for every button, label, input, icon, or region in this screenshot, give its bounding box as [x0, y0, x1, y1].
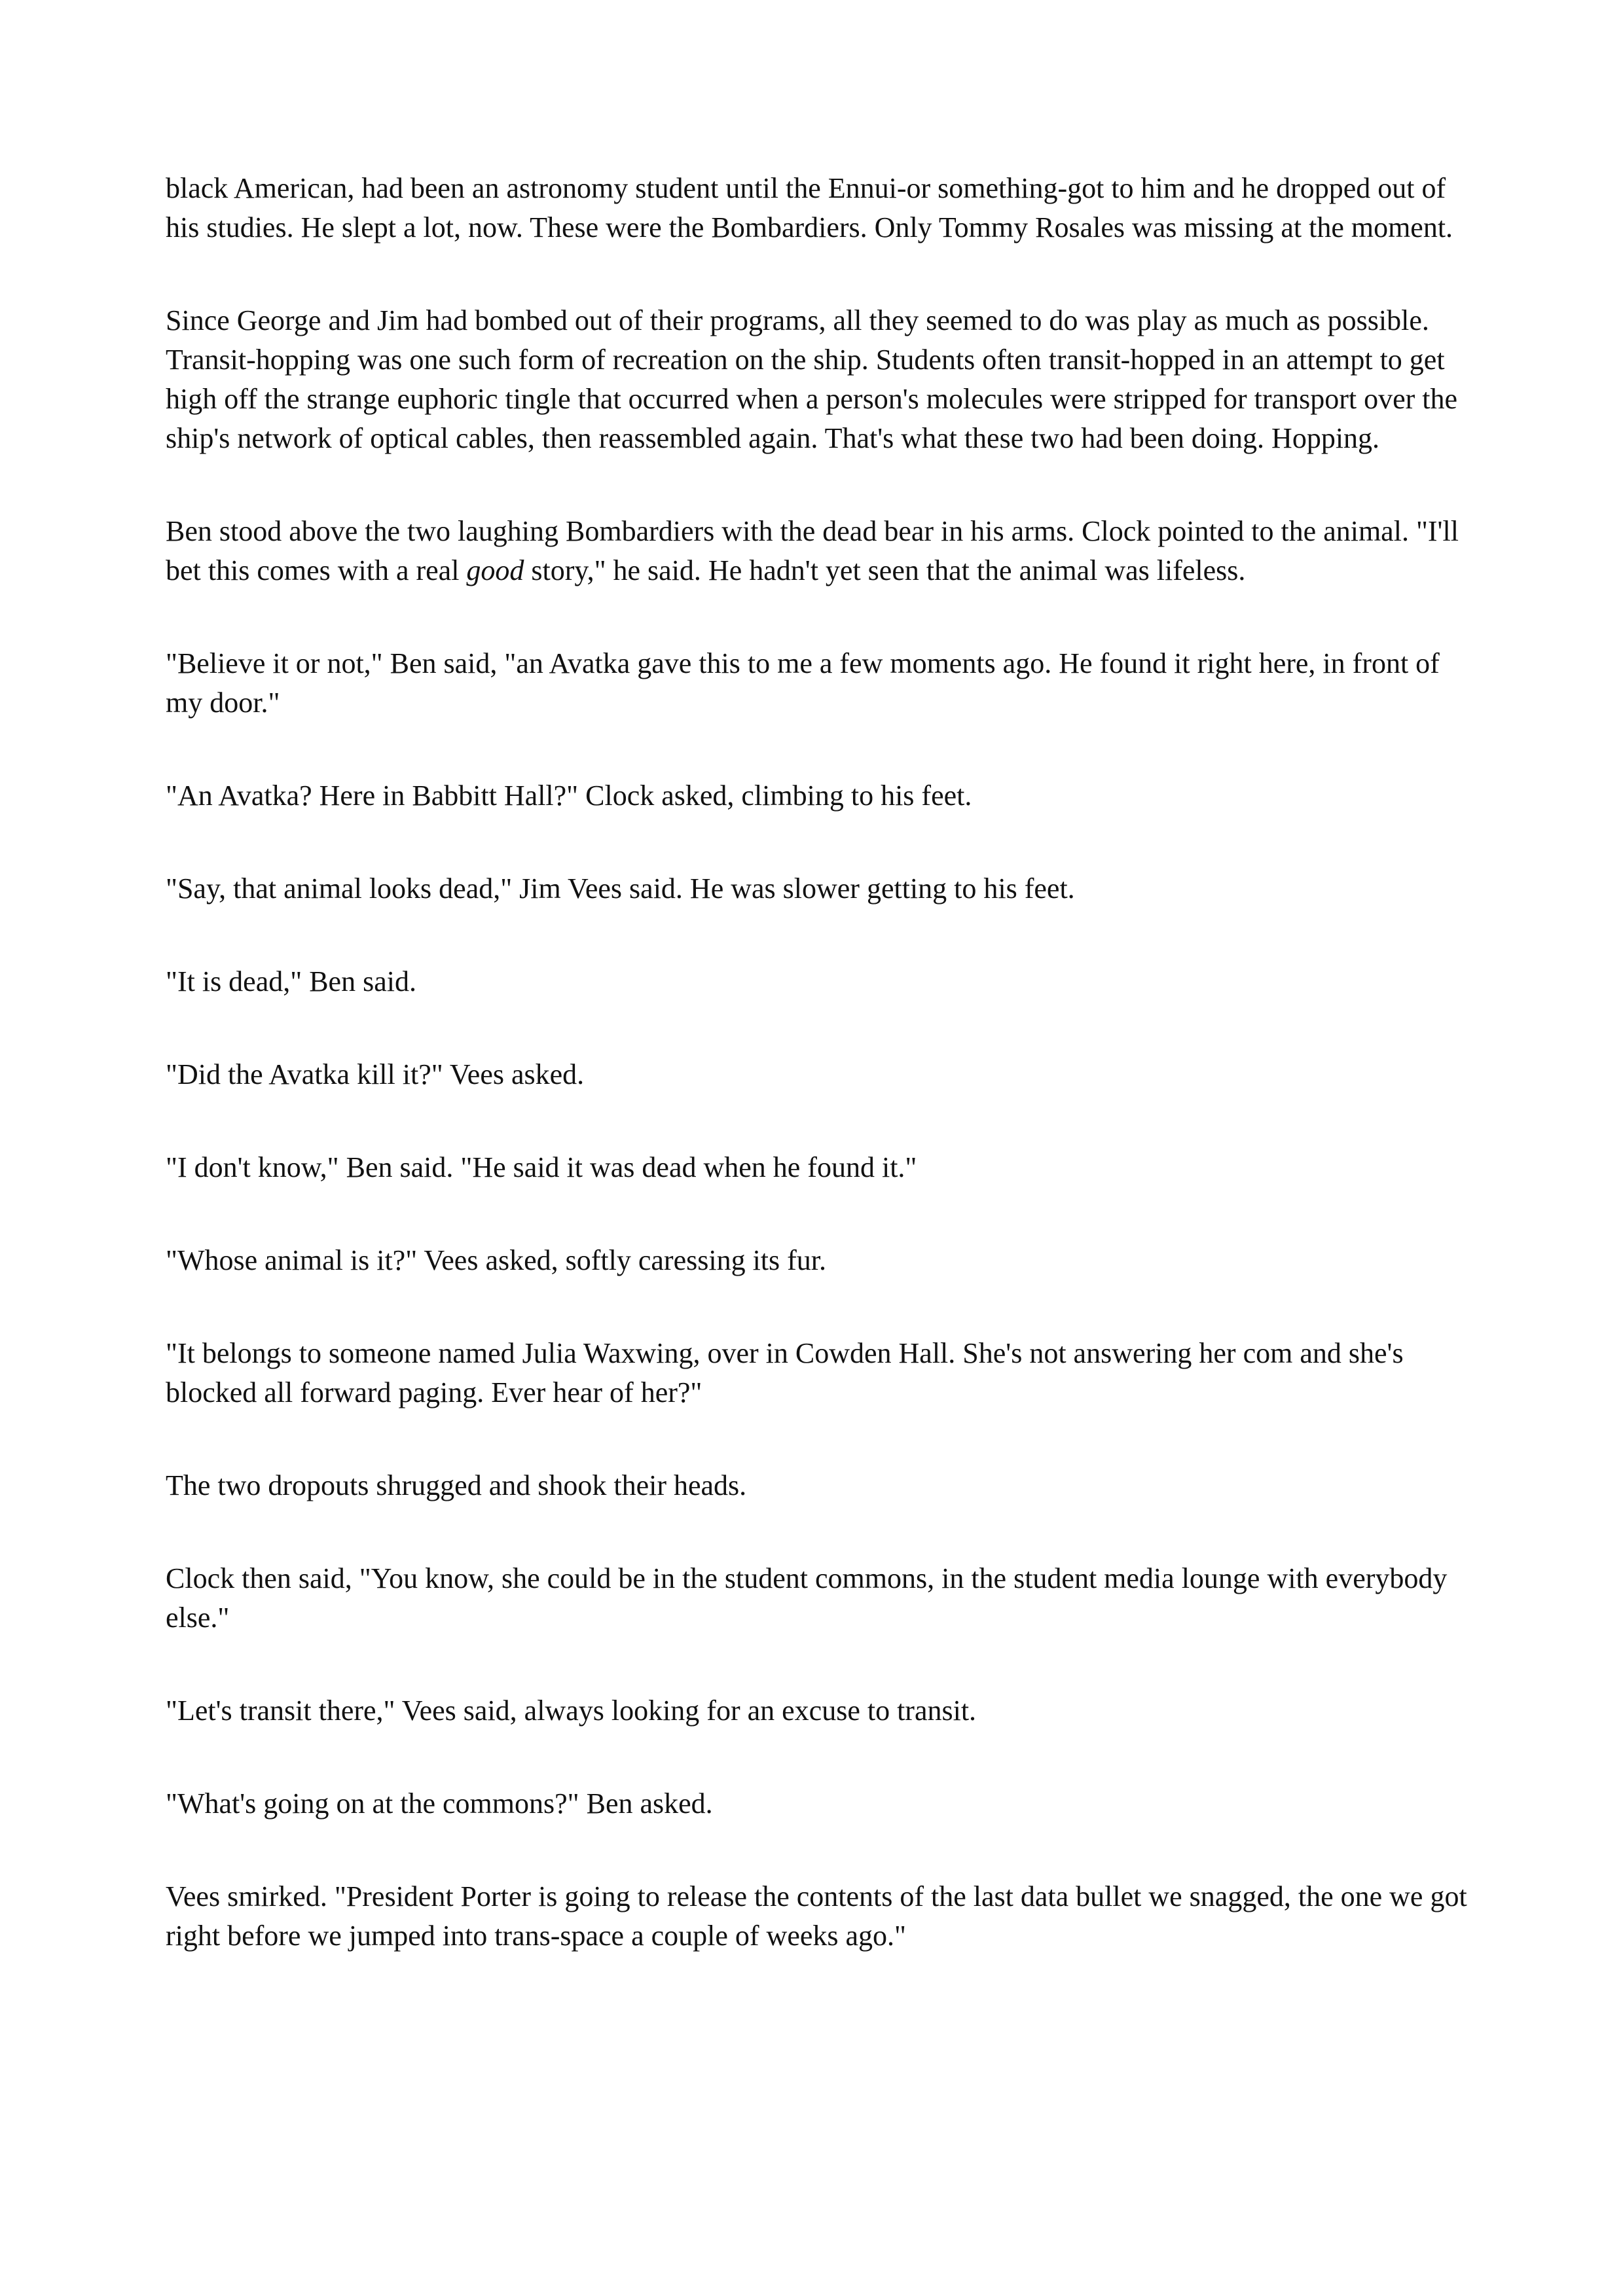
text-run: Clock then said, "You know, she could be in the student commons, in the student media lounge with everybody else.": [166, 1562, 1448, 1634]
text-run: "Say, that animal looks dead," Jim Vees said. He was slower getting to his feet.: [166, 872, 1075, 905]
text-run: "Let's transit there," Vees said, always looking for an excuse to transit.: [166, 1695, 977, 1727]
text-run: "It belongs to someone named Julia Waxwing, over in Cowden Hall. She's not answering her com and she's blocked all forward paging. Ever hear of her?": [166, 1337, 1404, 1408]
paragraph: [166, 169, 1475, 247]
document-page: [166, 169, 1475, 2009]
paragraph: [166, 1784, 1475, 1823]
text-run: "Did the Avatka kill it?" Vees asked.: [166, 1058, 585, 1090]
text-run: "It is dead," Ben said.: [166, 965, 416, 997]
paragraph: [166, 1148, 1475, 1187]
paragraph: [166, 962, 1475, 1001]
text-run: "Whose animal is it?" Vees asked, softly caressing its fur.: [166, 1244, 827, 1276]
paragraph: [166, 1466, 1475, 1505]
paragraph: [166, 1334, 1475, 1412]
text-run: Vees smirked. "President Porter is going to release the contents of the last data bullet we snagged, the one we got right before we jumped into trans-space a couple of weeks ago.": [166, 1880, 1467, 1952]
text-run: Since George and Jim had bombed out of their programs, all they seemed to do was play as much as possible. Transit-hopping was one such form of recreation on the ship. Students often transit-hopped in an attempt to get high off the strange euphoric tingle that occurred when a person's molecules were stripped for transport over the ship's network of optical cables, then reassembled again. That's what these two had been doing. Hopping.: [166, 304, 1458, 454]
paragraph: [166, 1241, 1475, 1280]
paragraph: [166, 512, 1475, 590]
text-run: Ben stood above the two laughing Bombardiers with the dead bear in his arms. Clock pointed to the animal. "I'll bet this comes with a real: [166, 515, 1459, 586]
text-run: "An Avatka? Here in Babbitt Hall?" Clock asked, climbing to his feet.: [166, 780, 972, 812]
text-run: story," he said. He hadn't yet seen that the animal was lifeless.: [524, 554, 1246, 586]
text-run: black American, had been an astronomy student until the Ennui-or something-got to him and he dropped out of his studies. He slept a lot, now. These were the Bombardiers. Only Tommy Rosales was missing at the moment.: [166, 172, 1453, 243]
paragraph: [166, 1691, 1475, 1731]
text-run: "What's going on at the commons?" Ben asked.: [166, 1787, 713, 1820]
paragraph: [166, 301, 1475, 458]
paragraph: [166, 1559, 1475, 1638]
paragraph: [166, 1055, 1475, 1094]
paragraph: [166, 1877, 1475, 1956]
italic-emphasis: good: [466, 554, 524, 586]
paragraph: [166, 644, 1475, 723]
text-run: "I don't know," Ben said. "He said it was dead when he found it.": [166, 1151, 917, 1183]
paragraph: [166, 869, 1475, 908]
paragraph: [166, 776, 1475, 816]
text-run: "Believe it or not," Ben said, "an Avatka gave this to me a few moments ago. He found it right here, in front of my door.": [166, 647, 1440, 719]
text-run: The two dropouts shrugged and shook their heads.: [166, 1469, 747, 1501]
